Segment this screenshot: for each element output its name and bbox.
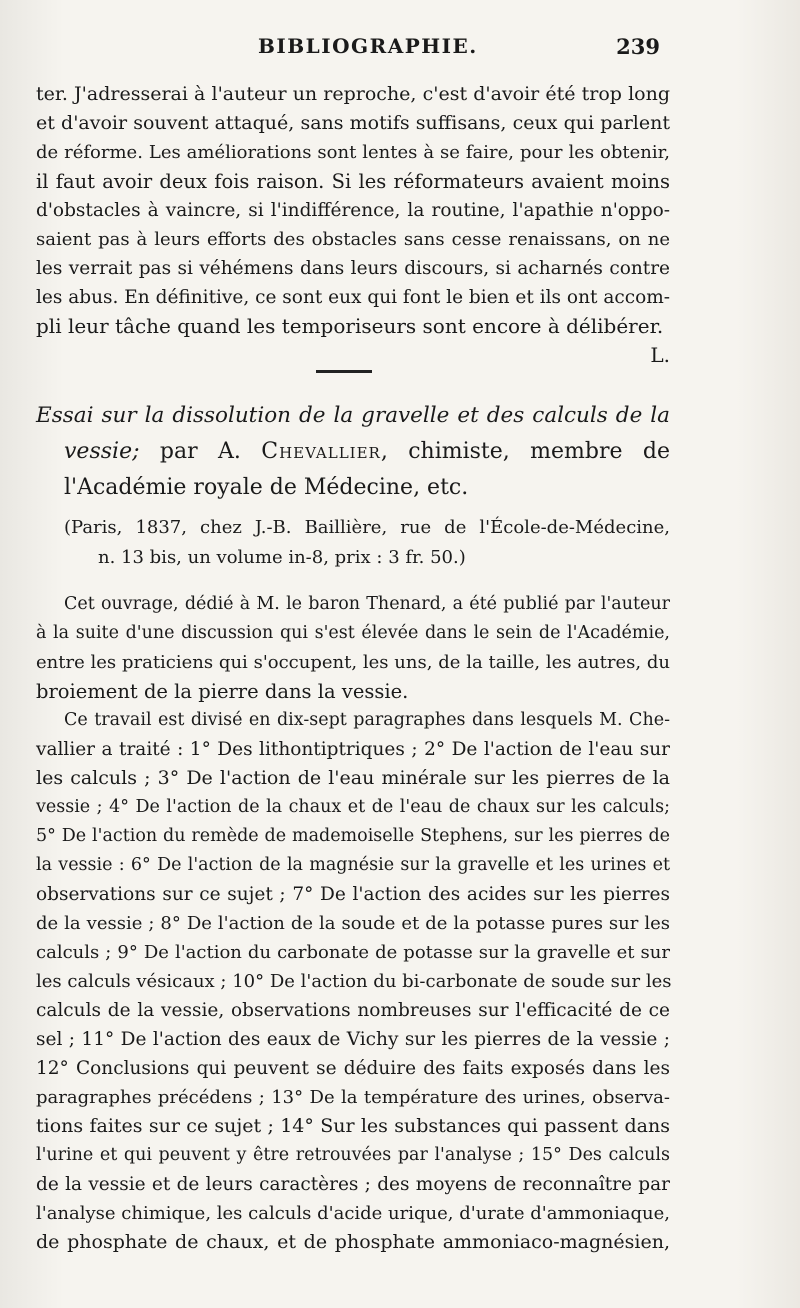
body-paragraph-2 [36,706,670,1257]
author-name: Chevallier [261,439,381,464]
body-paragraph-1 [36,590,670,706]
section-divider [316,370,372,373]
text-line: broiement de la pierre dans la vessie. [36,680,409,703]
publication-line: n. 13 bis, un volume in-8, prix : 3 fr. 50.) [98,547,466,568]
text-line: d'obstacles à vaincre, si l'indifférence, la routine, l'apathie n'oppo- [36,200,670,221]
text-line: ter. J'adresserai à l'auteur un reproche, c'est d'avoir été trop long [36,83,670,105]
text-line: observations sur ce sujet ; 7° De l'action des acides sur les pierres [36,884,670,905]
running-head: BIBLIOGRAPHIE. [258,34,478,58]
text-line: paragraphes précédens ; 13° De la température des urines, observa- [36,1087,670,1108]
text-line: vessie ; 4° De l'action de la chaux et de l'eau de chaux sur les calculs; [36,797,670,817]
text-line: l'analyse chimique, les calculs d'acide urique, d'urate d'ammoniaque, [36,1203,670,1224]
text-line: Ce travail est divisé en dix-sept paragraphes dans lesquels M. Che- [64,710,670,730]
signature: L. [650,343,670,367]
text-line: la vessie : 6° De l'action de la magnésie sur la gravelle et les urines et [36,855,670,875]
review-title [36,398,670,506]
text-line: il faut avoir deux fois raison. Si les réformateurs avaient moins [36,170,670,193]
text-line: à la suite d'une discussion qui s'est élevée dans le sein de l'Académie, [36,623,670,643]
text-line: entre les praticiens qui s'occupent, les uns, de la taille, les autres, du [36,652,670,673]
page-number: 239 [616,34,660,59]
text-line: de phosphate de chaux, et de phosphate ammoniaco-magnésien, [36,1231,670,1253]
text-line-last [36,312,670,367]
text-line: les calculs vésicaux ; 10° De l'action du bi-carbonate de soude sur les [36,971,672,992]
title-italic-part: vessie; [64,439,140,464]
publication-info [64,513,670,573]
text-line: Cet ouvrage, dédié à M. le baron Thenard, a été publié par l'auteur [64,594,670,614]
title-line [36,434,670,470]
title-line: Essai sur la dissolution de la gravelle et des calculs de la [36,403,670,428]
text-line: 5° De l'action du remède de mademoiselle Stephens, sur les pierres de [36,826,670,846]
text-line: saient pas à leurs efforts des obstacles sans cesse renaissans, on ne [36,229,670,250]
text-line: 12° Conclusions qui peuvent se déduire des faits exposés dans les [36,1058,670,1079]
text-line: tions faites sur ce sujet ; 14° Sur les substances qui passent dans [36,1115,670,1137]
title-line: l'Académie royale de Médecine, etc. [64,475,469,500]
text-line: calculs de la vessie, observations nombreuses sur l'efficacité de ce [36,1000,670,1021]
title-par: par A. [139,439,262,464]
title-rest: , chimiste, membre de [380,439,670,464]
text-line: les calculs ; 3° De l'action de l'eau minérale sur les pierres de la [36,767,670,789]
text-line: calculs ; 9° De l'action du carbonate de potasse sur la gravelle et sur [36,942,670,963]
text-line: de la vessie ; 8° De l'action de la soude et de la potasse pures sur les [36,913,670,934]
text-line: sel ; 11° De l'action des eaux de Vichy sur les pierres de la vessie ; [36,1029,670,1050]
text-line: de réforme. Les améliorations sont lentes à se faire, pour les obtenir, [36,142,670,163]
text-line: vallier a traité : 1° Des lithontiptriques ; 2° De l'action de l'eau sur [36,739,670,760]
text-line: les verrait pas si véhémens dans leurs discours, si acharnés contre [36,258,670,279]
page-header [36,34,660,64]
text-line: les abus. En définitive, ce sont eux qui font le bien et ils ont accom- [36,287,670,308]
text-line: l'urine et qui peuvent y être retrouvées par l'analyse ; 15° Des calculs [36,1145,670,1165]
text-line: de la vessie et de leurs caractères ; des moyens de reconnaître par [36,1174,670,1195]
publication-line: (Paris, 1837, chez J.-B. Baillière, rue de l'École-de-Médecine, [64,517,670,538]
text-line-content: pli leur tâche quand les temporiseurs sont encore à délibérer. [36,314,664,338]
intro-paragraph [36,80,670,370]
text-line: et d'avoir souvent attaqué, sans motifs suffisans, ceux qui parlent [36,112,670,134]
